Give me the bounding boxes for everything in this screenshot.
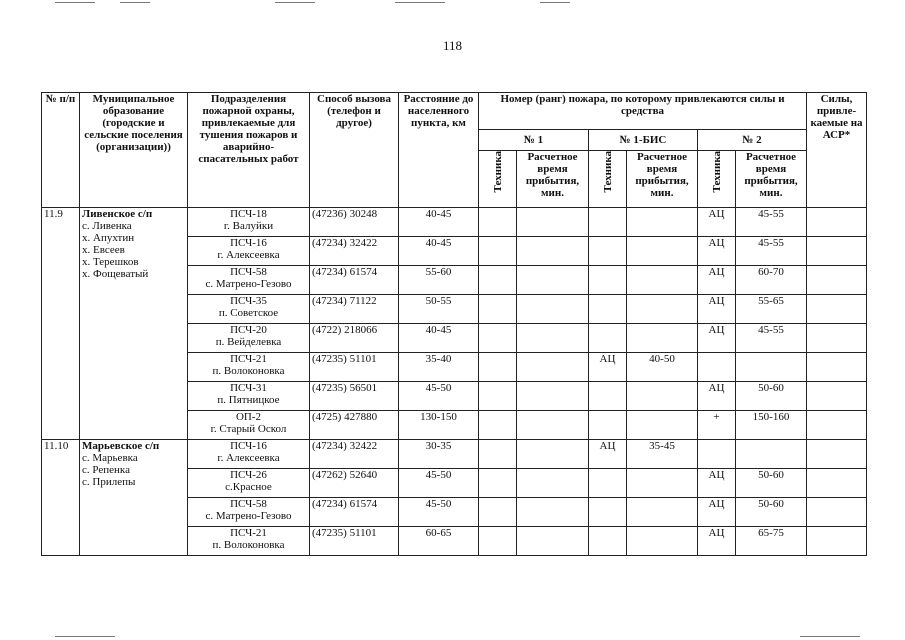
rank2-technics-cell: АЦ xyxy=(698,498,736,527)
village-name: х. Терешков xyxy=(82,256,139,268)
phone-cell: (47234) 71122 xyxy=(310,295,399,324)
rank1bis-technics-cell xyxy=(589,498,627,527)
rank1bis-technics-cell xyxy=(589,295,627,324)
rank2-technics-cell: АЦ xyxy=(698,382,736,411)
asr-cell xyxy=(807,324,867,353)
group-number: 11.9 xyxy=(42,208,80,440)
phone-cell: (4722) 218066 xyxy=(310,324,399,353)
unit-name: ПСЧ-21 xyxy=(230,527,267,539)
rank1-technics-cell xyxy=(479,295,517,324)
scan-edge-mark xyxy=(120,2,150,3)
rank1-technics-cell xyxy=(479,208,517,237)
phone-cell: (47236) 30248 xyxy=(310,208,399,237)
rank1bis-arrival-cell xyxy=(627,324,698,353)
distance-cell: 50-55 xyxy=(399,295,479,324)
unit-cell xyxy=(188,208,310,237)
unit-cell xyxy=(188,382,310,411)
rank2-technics-cell: АЦ xyxy=(698,295,736,324)
rank2-technics-cell: АЦ xyxy=(698,208,736,237)
municipality-name: Марьевское с/п xyxy=(82,440,160,452)
unit-name: ПСЧ-20 xyxy=(230,324,267,336)
rank1bis-technics-cell xyxy=(589,382,627,411)
distance-cell: 40-45 xyxy=(399,324,479,353)
unit-cell xyxy=(188,324,310,353)
unit-name: ПСЧ-16 xyxy=(230,440,267,452)
asr-cell xyxy=(807,353,867,382)
distance-cell: 55-60 xyxy=(399,266,479,295)
scan-edge-mark xyxy=(395,2,445,3)
header-num: № п/п xyxy=(42,93,80,208)
unit-cell xyxy=(188,498,310,527)
rank2-arrival-cell xyxy=(736,353,807,382)
village-name: х. Апухтин xyxy=(82,232,135,244)
distance-cell: 40-45 xyxy=(399,208,479,237)
asr-cell xyxy=(807,469,867,498)
unit-location: с. Матрено-Гезово xyxy=(205,278,292,290)
rank1-arrival-cell xyxy=(517,295,589,324)
header-rank-1bis: № 1-БИС xyxy=(589,130,698,151)
unit-location: г. Алексеевка xyxy=(217,249,280,261)
unit-cell xyxy=(188,353,310,382)
rank1bis-arrival-cell xyxy=(627,527,698,556)
rank1-arrival-cell xyxy=(517,208,589,237)
rank1-arrival-cell xyxy=(517,324,589,353)
rank1-arrival-cell xyxy=(517,498,589,527)
unit-name: ОП-2 xyxy=(235,411,262,423)
unit-location: п. Волоконовка xyxy=(212,365,285,377)
rank2-technics-cell: АЦ xyxy=(698,469,736,498)
municipality-cell xyxy=(80,440,188,556)
distance-cell: 45-50 xyxy=(399,498,479,527)
unit-location: п. Пятницкое xyxy=(217,394,280,406)
rank1-arrival-cell xyxy=(517,266,589,295)
rank1-technics-cell xyxy=(479,237,517,266)
rank1-technics-cell xyxy=(479,498,517,527)
rank1bis-arrival-cell xyxy=(627,498,698,527)
phone-cell: (47235) 56501 xyxy=(310,382,399,411)
rank2-arrival-cell: 50-60 xyxy=(736,498,807,527)
rank1bis-technics-cell xyxy=(589,237,627,266)
rank1-arrival-cell xyxy=(517,469,589,498)
rank1-arrival-cell xyxy=(517,382,589,411)
rank2-arrival-cell: 45-55 xyxy=(736,208,807,237)
village-name: с. Репенка xyxy=(82,464,130,476)
rank1-technics-cell xyxy=(479,353,517,382)
rank1-arrival-cell xyxy=(517,353,589,382)
village-name: с. Марьевка xyxy=(82,452,138,464)
distance-cell: 40-45 xyxy=(399,237,479,266)
unit-location: п. Советское xyxy=(218,307,279,319)
unit-location: г. Валуйки xyxy=(223,220,274,232)
distance-cell: 130-150 xyxy=(399,411,479,440)
header-rank-1: № 1 xyxy=(479,130,589,151)
distance-cell: 35-40 xyxy=(399,353,479,382)
rank1bis-technics-cell: АЦ xyxy=(589,440,627,469)
rank1-arrival-cell xyxy=(517,411,589,440)
municipality-name: Ливенское с/п xyxy=(82,208,153,220)
rank1-technics-cell xyxy=(479,440,517,469)
rank1bis-technics-cell xyxy=(589,208,627,237)
village-name: с. Прилепы xyxy=(82,476,136,488)
unit-name: ПСЧ-31 xyxy=(230,382,267,394)
rank2-technics-cell: + xyxy=(698,411,736,440)
rank2-arrival-cell: 65-75 xyxy=(736,527,807,556)
rank1bis-arrival-cell xyxy=(627,208,698,237)
header-call-method: Способ вызова (телефон и другое) xyxy=(310,93,399,208)
phone-cell: (47262) 52640 xyxy=(310,469,399,498)
header-technics-rank1bis: Техника xyxy=(589,151,627,208)
asr-cell xyxy=(807,498,867,527)
unit-cell xyxy=(188,411,310,440)
rank2-technics-cell: АЦ xyxy=(698,324,736,353)
rank2-arrival-cell: 50-60 xyxy=(736,469,807,498)
unit-location: с.Красное xyxy=(225,481,272,493)
asr-cell xyxy=(807,411,867,440)
header-municipality: Муниципальное образование (городские и сельские поселения (организации)) xyxy=(80,93,188,208)
rank1bis-technics-cell: АЦ xyxy=(589,353,627,382)
header-rank-group: Номер (ранг) пожара, по которому привлекаются силы и средства xyxy=(479,93,807,130)
fire-forces-table xyxy=(41,92,867,556)
phone-cell: (47235) 51101 xyxy=(310,353,399,382)
asr-cell xyxy=(807,208,867,237)
table-row xyxy=(42,208,867,237)
header-arrival-rank1: Расчетное время прибытия, мин. xyxy=(517,151,589,208)
asr-cell xyxy=(807,237,867,266)
rank2-technics-cell: АЦ xyxy=(698,266,736,295)
scan-edge-mark xyxy=(275,2,315,3)
rank2-arrival-cell: 45-55 xyxy=(736,324,807,353)
rank1bis-technics-cell xyxy=(589,324,627,353)
village-name: с. Ливенка xyxy=(82,220,132,232)
rank2-technics-cell xyxy=(698,440,736,469)
municipality-cell xyxy=(80,208,188,440)
rank1-arrival-cell xyxy=(517,237,589,266)
header-units: Подразделения пожарной охраны, привлекаемые для тушения пожаров и аварийно-спасательных работ xyxy=(188,93,310,208)
asr-cell xyxy=(807,266,867,295)
rank1-technics-cell xyxy=(479,527,517,556)
rank2-arrival-cell: 50-60 xyxy=(736,382,807,411)
rank1-arrival-cell xyxy=(517,440,589,469)
rank1-arrival-cell xyxy=(517,527,589,556)
unit-name: ПСЧ-26 xyxy=(230,469,267,481)
unit-cell xyxy=(188,266,310,295)
phone-cell: (47234) 61574 xyxy=(310,498,399,527)
phone-cell: (4725) 427880 xyxy=(310,411,399,440)
rank2-arrival-cell xyxy=(736,440,807,469)
rank1bis-arrival-cell xyxy=(627,295,698,324)
unit-name: ПСЧ-58 xyxy=(230,498,267,510)
rank1bis-arrival-cell xyxy=(627,266,698,295)
header-arrival-rank1bis: Расчетное время прибытия, мин. xyxy=(627,151,698,208)
rank2-technics-cell: АЦ xyxy=(698,237,736,266)
unit-cell xyxy=(188,237,310,266)
phone-cell: (47234) 61574 xyxy=(310,266,399,295)
group-number: 11.10 xyxy=(42,440,80,556)
rank2-arrival-cell: 55-65 xyxy=(736,295,807,324)
rank1bis-technics-cell xyxy=(589,266,627,295)
rank1-technics-cell xyxy=(479,324,517,353)
rank1-technics-cell xyxy=(479,382,517,411)
rank1bis-arrival-cell xyxy=(627,469,698,498)
asr-cell xyxy=(807,440,867,469)
unit-name: ПСЧ-16 xyxy=(230,237,267,249)
asr-cell xyxy=(807,382,867,411)
rank1bis-technics-cell xyxy=(589,469,627,498)
unit-name: ПСЧ-35 xyxy=(230,295,267,307)
village-name: х. Евсеев xyxy=(82,244,125,256)
unit-location: с. Матрено-Гезово xyxy=(205,510,292,522)
scan-edge-mark xyxy=(55,2,95,3)
asr-cell xyxy=(807,295,867,324)
rank1-technics-cell xyxy=(479,266,517,295)
unit-name: ПСЧ-21 xyxy=(230,353,267,365)
phone-cell: (47234) 32422 xyxy=(310,237,399,266)
unit-location: п. Вейделевка xyxy=(215,336,282,348)
distance-cell: 45-50 xyxy=(399,382,479,411)
rank2-technics-cell xyxy=(698,353,736,382)
header-technics-rank2: Техника xyxy=(698,151,736,208)
unit-location: г. Алексеевка xyxy=(217,452,280,464)
table-row xyxy=(42,440,867,469)
distance-cell: 60-65 xyxy=(399,527,479,556)
rank1bis-arrival-cell xyxy=(627,237,698,266)
distance-cell: 30-35 xyxy=(399,440,479,469)
rank1bis-arrival-cell xyxy=(627,411,698,440)
header-rank-2: № 2 xyxy=(698,130,807,151)
unit-name: ПСЧ-58 xyxy=(230,266,267,278)
unit-name: ПСЧ-18 xyxy=(230,208,267,220)
rank1bis-technics-cell xyxy=(589,527,627,556)
rank1bis-arrival-cell xyxy=(627,382,698,411)
unit-location: п. Волоконовка xyxy=(212,539,285,551)
distance-cell: 45-50 xyxy=(399,469,479,498)
phone-cell: (47234) 32422 xyxy=(310,440,399,469)
phone-cell: (47235) 51101 xyxy=(310,527,399,556)
unit-cell xyxy=(188,469,310,498)
rank1-technics-cell xyxy=(479,411,517,440)
rank1-technics-cell xyxy=(479,469,517,498)
rank2-arrival-cell: 45-55 xyxy=(736,237,807,266)
scan-edge-mark xyxy=(540,2,570,3)
header-arrival-rank2: Расчетное время прибытия, мин. xyxy=(736,151,807,208)
header-technics-rank1: Техника xyxy=(479,151,517,208)
rank1bis-technics-cell xyxy=(589,411,627,440)
header-distance: Расстояние до населенного пункта, км xyxy=(399,93,479,208)
asr-cell xyxy=(807,527,867,556)
rank1bis-arrival-cell: 35-45 xyxy=(627,440,698,469)
scan-edge-mark xyxy=(800,636,860,637)
unit-cell xyxy=(188,527,310,556)
scan-edge-mark xyxy=(55,636,115,637)
rank1bis-arrival-cell: 40-50 xyxy=(627,353,698,382)
rank2-arrival-cell: 60-70 xyxy=(736,266,807,295)
page-number: 118 xyxy=(442,38,463,53)
header-asr: Силы, привле-каемые на АСР* xyxy=(807,93,867,208)
unit-location: г. Старый Оскол xyxy=(210,423,287,435)
unit-cell xyxy=(188,295,310,324)
unit-cell xyxy=(188,440,310,469)
rank2-arrival-cell: 150-160 xyxy=(736,411,807,440)
rank2-technics-cell: АЦ xyxy=(698,527,736,556)
village-name: х. Фощеватый xyxy=(82,268,149,280)
